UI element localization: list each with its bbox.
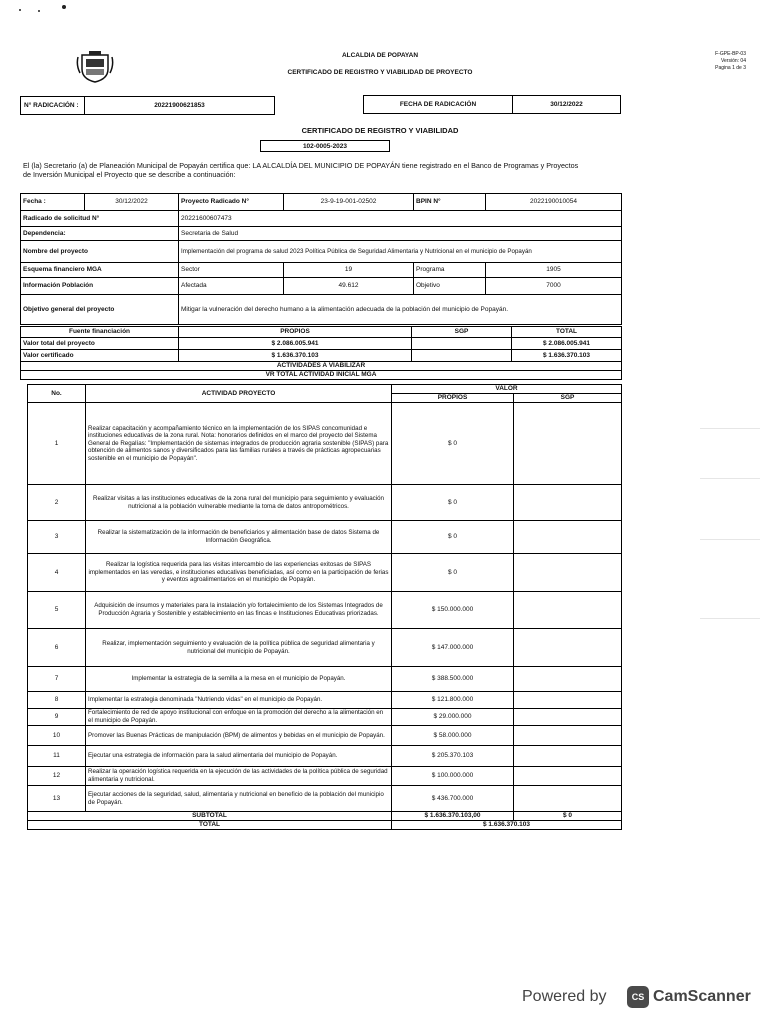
powered-by-text: Powered by <box>522 988 607 1005</box>
activity-sgp <box>514 667 622 692</box>
sgp-col-header: SGP <box>514 394 622 403</box>
activity-description: Ejecutar acciones de la seguridad, salud, alimentaria y nutricional en beneficio de la población del municipio de Popayán. <box>86 786 392 812</box>
activity-sgp <box>514 746 622 767</box>
table-row <box>28 403 622 485</box>
objetivo-value: 7000 <box>486 278 622 295</box>
afectada-value: 49.612 <box>284 278 414 295</box>
row-number: 12 <box>28 767 86 786</box>
radicacion-number: 20221900621853 <box>84 96 275 115</box>
coat-of-arms-logo <box>76 51 114 83</box>
activity-description: Realizar la operación logística requerida en la ejecución de las actividades de la política pública de seguridad alimentaria y nutricional. <box>86 767 392 786</box>
row-number: 7 <box>28 667 86 692</box>
valor-certificado-total: $ 1.636.370.103 <box>512 350 622 362</box>
total-value: $ 1.636.370.103 <box>392 821 622 830</box>
table-row <box>28 554 622 592</box>
actividades-viabilizar-label: ACTIVIDADES A VIABILIZAR <box>21 362 622 371</box>
radicado-solicitud-label: Radicado de solicitud N° <box>21 211 179 227</box>
row-number: 1 <box>28 403 86 485</box>
activities-table <box>27 384 622 830</box>
total-label: TOTAL <box>28 821 392 830</box>
row-number: 4 <box>28 554 86 592</box>
activity-description: Implementar la estrategia de la semilla a la mesa en el municipio de Popayán. <box>86 667 392 692</box>
row-number: 10 <box>28 726 86 746</box>
activity-propios: $ 205.370.103 <box>392 746 514 767</box>
row-number: 2 <box>28 485 86 521</box>
activity-sgp <box>514 485 622 521</box>
activity-description: Realizar visitas a las instituciones educativas de la zona rural del municipio para seguimiento y evaluación nutricional a la población vulnerable mediante la toma de datos antropométricos. <box>86 485 392 521</box>
sector-label: Sector <box>179 263 284 278</box>
valor-certificado-propios: $ 1.636.370.103 <box>179 350 412 362</box>
activity-propios: $ 388.500.000 <box>392 667 514 692</box>
valor-certificado-sgp <box>412 350 512 362</box>
activity-sgp <box>514 629 622 667</box>
radicacion-label: N° RADICACIÓN : <box>20 96 85 115</box>
activity-sgp <box>514 692 622 709</box>
activity-propios: $ 0 <box>392 403 514 485</box>
sgp-header: SGP <box>412 327 512 338</box>
activity-propios: $ 436.700.000 <box>392 786 514 812</box>
activity-propios: $ 58.000.000 <box>392 726 514 746</box>
actividad-header: ACTIVIDAD PROYECTO <box>86 385 392 403</box>
table-row <box>28 629 622 667</box>
row-number: 13 <box>28 786 86 812</box>
row-number: 5 <box>28 592 86 629</box>
table-row <box>28 709 622 726</box>
fecha-value: 30/12/2022 <box>85 194 179 211</box>
table-row <box>28 726 622 746</box>
subtotal-label: SUBTOTAL <box>28 812 392 821</box>
activity-description: Realizar, implementación seguimiento y evaluación de la política pública de seguridad alimentaria y nutricional del municipio de Popayán. <box>86 629 392 667</box>
valor-certificado-label: Valor certificado <box>21 350 179 362</box>
scan-speck <box>62 5 66 9</box>
row-number: 8 <box>28 692 86 709</box>
page-number: Pagina 1 de 3 <box>715 65 746 71</box>
scan-speck <box>38 10 40 12</box>
propios-header: PROPIOS <box>179 327 412 338</box>
activity-propios: $ 0 <box>392 521 514 554</box>
subtotal-propios: $ 1.636.370.103,00 <box>392 812 514 821</box>
activity-description: Adquisición de insumos y materiales para la instalación y/o fortalecimiento de los Sistemas Integrados de Producción Agraria y Sostenible y establecimiento en las fincas e Instituciones Educativas priorizadas. <box>86 592 392 629</box>
fuente-financiacion-label: Fuente financiación <box>21 327 179 338</box>
activity-description: Implementar la estrategia denominada "Nutriendo vidas" en el municipio de Popayán. <box>86 692 392 709</box>
no-header: No. <box>28 385 86 403</box>
certificate-number: 102-0005-2023 <box>260 140 390 152</box>
certificate-intro: El (la) Secretario (a) de Planeación Municipal de Popayán certifica que: LA ALCALDÍA DEL MUNICIPIO DE POPAYÁN tiene registrado en el Banco de Programas y Proyectos de Inversión Municipal el Proyecto que se describe a continuación: <box>23 161 579 179</box>
activity-sgp <box>514 726 622 746</box>
activity-propios: $ 150.000.000 <box>392 592 514 629</box>
programa-value: 1905 <box>486 263 622 278</box>
document-version: Versión: 04 <box>720 58 746 64</box>
document-title: CERTIFICADO DE REGISTRO Y VIABILIDAD DE PROYECTO <box>287 69 473 76</box>
activity-sgp <box>514 403 622 485</box>
table-row <box>28 746 622 767</box>
poblacion-label: Información Población <box>21 278 179 295</box>
row-number: 11 <box>28 746 86 767</box>
esquema-financiero-label: Esquema financiero MGA <box>21 263 179 278</box>
programa-label: Programa <box>414 263 486 278</box>
valor-total-total: $ 2.086.005.941 <box>512 338 622 350</box>
activity-description: Promover las Buenas Prácticas de manipulación (BPM) de alimentos y bebidas en el municipio de Popayán. <box>86 726 392 746</box>
activity-description: Realizar la logística requerida para las visitas intercambio de las experiencias exitosas de SIPAS implementados en las veredas, e instituciones educativas beneficiadas, así como en la participación de ferias y eventos agroalimentarios en el municipio de Popayán. <box>86 554 392 592</box>
bpin-value: 2022190010054 <box>486 194 622 211</box>
objetivo-general-value: Mitigar la vulneración del derecho humano a la alimentación adecuada de la población del municipio de Popayán. <box>179 295 622 325</box>
sector-value: 19 <box>284 263 414 278</box>
activity-description: Realizar capacitación y acompañamiento técnico en la implementación de los SIPAS concomunidad e instituciones educativas de la zona rural. Nota: honorarios definidos en el marco del proyecto del Sistema General de Regalías: "Implementación de sistemas integrados de producción agraria sostenible (SIPAS) para obtención de alimentos sanos y diversificados para las familias rurales a través de prácticas agropecuarias sostenible en el municipio de Popayán". <box>86 403 392 485</box>
bpin-label: BPIN N° <box>414 194 486 211</box>
fecha-radicacion-value: 30/12/2022 <box>512 95 621 114</box>
activity-propios: $ 147.000.000 <box>392 629 514 667</box>
activity-sgp <box>514 786 622 812</box>
valor-total-propios: $ 2.086.005.941 <box>179 338 412 350</box>
table-row <box>28 521 622 554</box>
nombre-proyecto-label: Nombre del proyecto <box>21 241 179 263</box>
propios-col-header: PROPIOS <box>392 394 514 403</box>
activity-description: Fortalecimiento de red de apoyo institucional con enfoque en la promoción del derecho a la alimentación en el municipio de Popayán. <box>86 709 392 726</box>
activity-propios: $ 0 <box>392 554 514 592</box>
activity-sgp <box>514 767 622 786</box>
activity-description: Ejecutar una estrategia de información para la salud alimentaria del municipio de Popayán. <box>86 746 392 767</box>
valor-header: VALOR <box>392 385 622 394</box>
dependencia-value: Secretaria de Salud <box>179 227 622 241</box>
certificate-title: CERTIFICADO DE REGISTRO Y VIABILIDAD <box>301 126 459 135</box>
fecha-radicacion-label: FECHA DE RADICACIÓN <box>363 95 513 114</box>
table-row <box>28 667 622 692</box>
valor-total-sgp <box>412 338 512 350</box>
fecha-label: Fecha : <box>21 194 85 211</box>
afectada-label: Afectada <box>179 278 284 295</box>
activity-propios: $ 121.800.000 <box>392 692 514 709</box>
org-name: ALCALDIA DE POPAYAN <box>341 52 419 59</box>
row-number: 9 <box>28 709 86 726</box>
document-code: F-GPE-BP-03 <box>715 51 746 57</box>
financing-table <box>20 326 622 380</box>
camscanner-icon: CS <box>627 986 649 1008</box>
row-number: 6 <box>28 629 86 667</box>
table-row <box>28 767 622 786</box>
proyecto-radicado-value: 23-9-19-001-02502 <box>284 194 414 211</box>
activity-sgp <box>514 521 622 554</box>
activity-sgp <box>514 592 622 629</box>
subtotal-sgp: $ 0 <box>514 812 622 821</box>
activity-propios: $ 100.000.000 <box>392 767 514 786</box>
valor-total-label: Valor total del proyecto <box>21 338 179 350</box>
activity-propios: $ 29.000.000 <box>392 709 514 726</box>
row-number: 3 <box>28 521 86 554</box>
nombre-proyecto-value: Implementación del programa de salud 2023 Política Pública de Seguridad Alimentaria y Nutricional en el municipio de Popayán <box>179 241 622 263</box>
table-row <box>28 592 622 629</box>
table-row <box>28 786 622 812</box>
activity-propios: $ 0 <box>392 485 514 521</box>
objetivo-general-label: Objetivo general del proyecto <box>21 295 179 325</box>
table-row <box>28 692 622 709</box>
activity-sgp <box>514 709 622 726</box>
camscanner-brand: CamScanner <box>653 988 751 1005</box>
proyecto-radicado-label: Proyecto Radicado N° <box>179 194 284 211</box>
activity-description: Realizar la sistematización de la información de beneficiarios y alimentación base de datos Sistema de Información Geográfica. <box>86 521 392 554</box>
vr-total-actividad-label: VR TOTAL ACTIVIDAD INICIAL MGA <box>21 371 622 380</box>
activity-sgp <box>514 554 622 592</box>
table-row <box>28 485 622 521</box>
scan-speck <box>19 9 21 11</box>
dependencia-label: Dependencia: <box>21 227 179 241</box>
radicado-solicitud-value: 20221600607473 <box>179 211 622 227</box>
objetivo-label: Objetivo <box>414 278 486 295</box>
project-info-table <box>20 193 622 325</box>
total-header: TOTAL <box>512 327 622 338</box>
